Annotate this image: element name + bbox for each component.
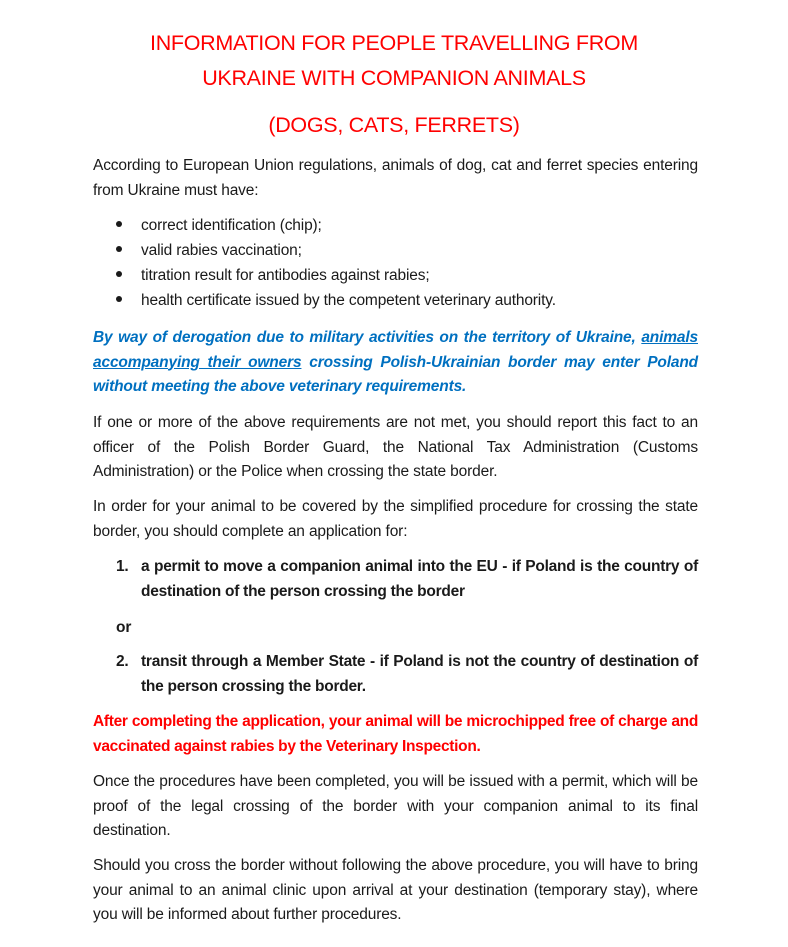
derogation-paragraph: By way of derogation due to military activities on the territory of Ukraine, animals accompanying their owners crossing Polish-Ukrainian border may enter Poland without meeting the above veterinary requirements. (93, 329, 698, 395)
option-number: 2. (116, 653, 129, 670)
application-intro-paragraph: In order for your animal to be covered by the simplified procedure for crossing the state border, you should complete an application for: (93, 498, 698, 540)
list-item: valid rabies vaccination; (116, 239, 302, 264)
bullet-icon (116, 296, 122, 302)
list-item: health certificate issued by the competent veterinary authority. (116, 289, 556, 314)
bullet-icon (116, 246, 122, 252)
document-title-line-1: INFORMATION FOR PEOPLE TRAVELLING FROM (150, 31, 638, 55)
option-number: 1. (116, 558, 129, 575)
without-procedure-paragraph: Should you cross the border without following the above procedure, you will have to bring your animal to an animal clinic upon arrival at your destination (temporary stay), where you will be informed about further procedures. (93, 857, 698, 923)
option-item-1 (116, 555, 698, 604)
option-text: transit through a Member State - if Poland is not the country of destination of the person crossing the border. (141, 653, 698, 695)
or-label: or (116, 619, 132, 636)
option-item-2 (116, 650, 698, 699)
report-paragraph: If one or more of the above requirements are not met, you should report this fact to an officer of the Polish Border Guard, the National Tax Administration (Customs Administration) or the Police when crossing the state border. (93, 414, 698, 480)
permit-info-paragraph: Once the procedures have been completed, you will be issued with a permit, which will be proof of the legal crossing of the border with your companion animal to its final destination. (93, 773, 698, 839)
derogation-underlined-phrase: animals accompanying their owners (93, 329, 698, 371)
document-subtitle: (DOGS, CATS, FERRETS) (268, 113, 520, 137)
intro-paragraph: According to European Union regulations, animals of dog, cat and ferret species entering from Ukraine must have: (93, 157, 698, 199)
option-text: a permit to move a companion animal into the EU - if Poland is the country of destination of the person crossing the border (141, 558, 698, 600)
bullet-icon (116, 271, 122, 277)
list-item: correct identification (chip); (116, 214, 322, 239)
document-title-line-2: UKRAINE WITH COMPANION ANIMALS (202, 66, 586, 90)
bullet-icon (116, 221, 122, 227)
after-application-paragraph: After completing the application, your animal will be microchipped free of charge and vaccinated against rabies by the Veterinary Inspection. (93, 713, 698, 755)
list-item: titration result for antibodies against rabies; (116, 264, 429, 289)
